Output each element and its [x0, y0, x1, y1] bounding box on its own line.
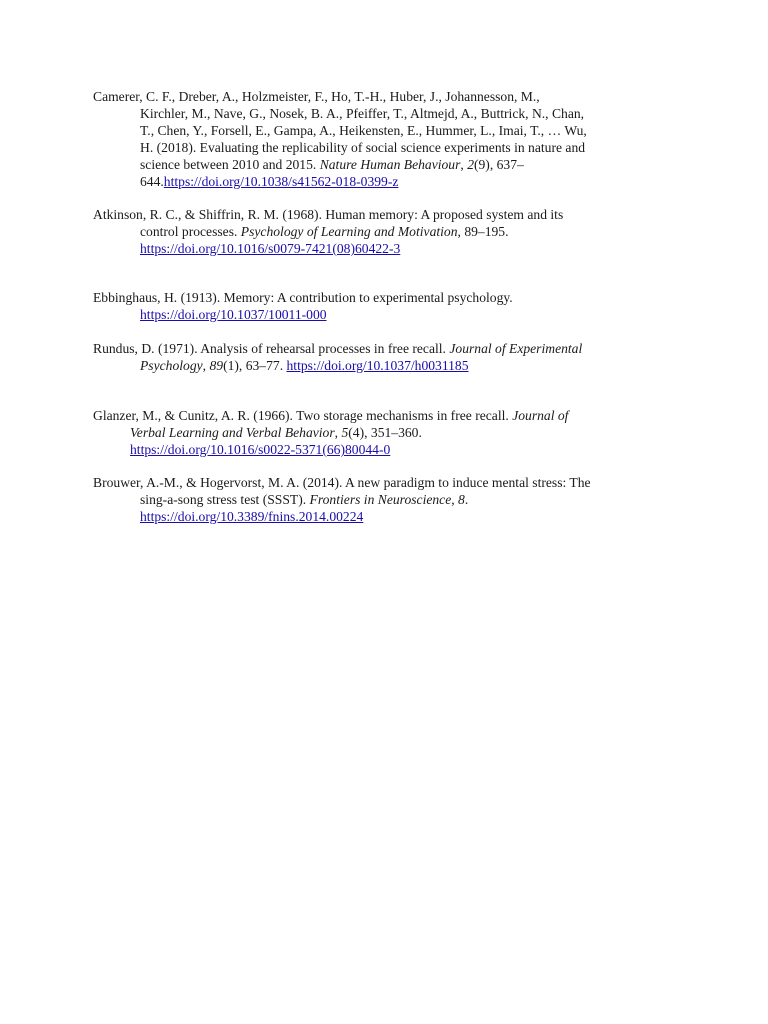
reference-text: (9), 637– [473, 157, 524, 172]
reference-text: , 89–195. [457, 224, 509, 239]
reference-text: Kirchler, M., Nave, G., Nosek, B. A., Pfeiffer, T., Altmejd, A., Buttrick, N., Chan, [140, 106, 585, 121]
reference-text: control processes. [140, 224, 241, 239]
reference-line [93, 240, 668, 257]
reference-text: Atkinson, R. C., & Shiffrin, R. M. (1968). Human memory: A proposed system and its [93, 207, 564, 222]
reference-line [93, 474, 668, 491]
volume-number: 5 [341, 425, 349, 440]
doi-link[interactable]: https://doi.org/10.1016/s0079-7421(08)60422-3 [140, 241, 401, 256]
reference-line [93, 357, 668, 374]
journal-title: Psychology of Learning and Motivation [240, 224, 458, 239]
reference-line [93, 88, 668, 105]
reference-line [93, 223, 668, 240]
reference-line [93, 289, 668, 306]
reference-line [93, 491, 668, 508]
journal-title: Journal of Experimental [449, 341, 583, 356]
reference-atkinson [93, 206, 668, 257]
reference-line [93, 173, 668, 190]
reference-line [93, 407, 668, 424]
reference-line [93, 139, 668, 156]
doi-link[interactable]: https://doi.org/10.1037/h0031185 [286, 358, 469, 373]
reference-text: . [464, 492, 469, 507]
reference-line [93, 508, 668, 525]
reference-text: Brouwer, A.-M., & Hogervorst, M. A. (2014). A new paradigm to induce mental stress: The [93, 475, 591, 490]
reference-line [93, 206, 668, 223]
reference-text: , [202, 358, 210, 373]
reference-text: Glanzer, M., & Cunitz, A. R. (1966). Two storage mechanisms in free recall. [93, 408, 513, 423]
journal-title: Psychology [140, 358, 203, 373]
reference-text: Ebbinghaus, H. (1913). Memory: A contribution to experimental psychology. [93, 290, 513, 305]
doi-link[interactable]: https://doi.org/10.1016/s0022-5371(66)80044-0 [130, 442, 391, 457]
reference-rundus [93, 340, 668, 374]
reference-line [93, 156, 668, 173]
reference-text: Camerer, C. F., Dreber, A., Holzmeister, F., Ho, T.-H., Huber, J., Johannesson, M., [93, 89, 540, 104]
journal-title: Frontiers in Neuroscience [309, 492, 452, 507]
reference-brouwer [93, 474, 668, 525]
reference-text: , [451, 492, 459, 507]
reference-line [93, 340, 668, 357]
reference-text: (1), 63–77. [223, 358, 287, 373]
reference-text: sing-a-song stress test (SSST). [140, 492, 310, 507]
reference-text: 644. [140, 174, 164, 189]
doi-link[interactable]: https://doi.org/10.1037/10011-000 [140, 307, 327, 322]
reference-text: science between 2010 and 2015. [140, 157, 320, 172]
journal-title: Nature Human Behaviour [319, 157, 461, 172]
volume-number: 89 [209, 358, 224, 373]
reference-camerer [93, 88, 668, 190]
reference-line [93, 122, 668, 139]
reference-text: , [334, 425, 342, 440]
reference-text: H. (2018). Evaluating the replicability of social science experiments in nature and [140, 140, 586, 155]
reference-text: , [460, 157, 468, 172]
doi-link[interactable]: https://doi.org/10.1038/s41562-018-0399-z [163, 174, 399, 189]
reference-line [93, 441, 668, 458]
doi-link[interactable]: https://doi.org/10.3389/fnins.2014.00224 [140, 509, 364, 524]
reference-glanzer [93, 407, 668, 458]
reference-text: T., Chen, Y., Forsell, E., Gampa, A., Heikensten, E., Hummer, L., Imai, T., … Wu, [140, 123, 587, 138]
reference-ebbinghaus [93, 289, 668, 323]
journal-title: Journal of [512, 408, 569, 423]
volume-number: 8 [458, 492, 465, 507]
journal-title: Verbal Learning and Verbal Behavior [130, 425, 335, 440]
volume-number: 2 [467, 157, 474, 172]
reference-line [93, 306, 668, 323]
reference-text: (4), 351–360. [348, 425, 422, 440]
reference-line [93, 105, 668, 122]
reference-line [93, 424, 668, 441]
reference-text: Rundus, D. (1971). Analysis of rehearsal processes in free recall. [93, 341, 450, 356]
